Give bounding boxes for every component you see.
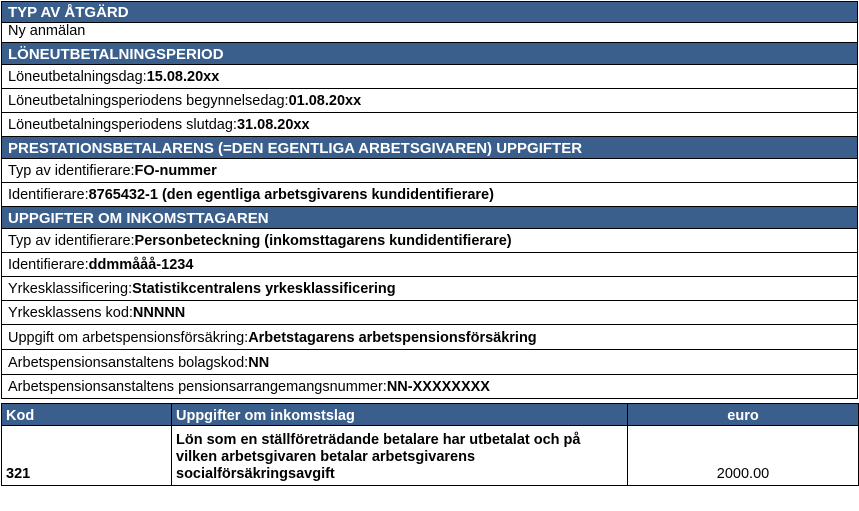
- row-label: Löneutbetalningsperiodens slutdag:: [8, 117, 237, 133]
- section-header-inkomsttagaren: [1, 207, 858, 229]
- row-recipient-id: [1, 253, 858, 277]
- cell-euro: 2000.00: [628, 426, 859, 486]
- row-label: Löneutbetalningsperiodens begynnelsedag:: [8, 93, 289, 109]
- document: [1, 1, 858, 486]
- col-header-kod: Kod: [2, 404, 172, 426]
- row-value: 31.08.20xx: [236, 117, 310, 133]
- row-period-start: [1, 89, 858, 113]
- section-title: LÖNEUTBETALNINGSPERIOD: [8, 46, 224, 63]
- row-period-end: [1, 113, 858, 137]
- row-payer-id: [1, 183, 858, 207]
- section-title: UPPGIFTER OM INKOMSTTAGAREN: [8, 210, 269, 227]
- row-value: ddmmååå-1234: [88, 257, 194, 273]
- row-label: Arbetspensionsanstaltens pensionsarrangemangsnummer:: [8, 379, 387, 395]
- row-label: Typ av identifierare:: [8, 233, 135, 249]
- row-payment-date: [1, 65, 858, 89]
- section-header-prestationsbetalare: [1, 137, 858, 159]
- col-header-euro: euro: [628, 404, 859, 426]
- row-label: Typ av identifierare:: [8, 163, 135, 179]
- row-value: Statistikcentralens yrkesklassificering: [132, 281, 396, 297]
- row-label: Identifierare:: [8, 257, 89, 273]
- cell-description: Lön som en ställföreträdande betalare har utbetalat och på vilken arbetsgivaren betalar arbetsgivarens socialförsäkringsavgift: [172, 426, 628, 486]
- row-action-type: [1, 23, 858, 43]
- row-label: Yrkesklassens kod:: [8, 305, 133, 321]
- col-header-uppgifter: Uppgifter om inkomstslag: [172, 404, 628, 426]
- row-value: 01.08.20xx: [288, 93, 362, 109]
- row-payer-id-type: [1, 159, 858, 183]
- row-value: 15.08.20xx: [146, 69, 220, 85]
- row-label: Ny anmälan: [8, 23, 86, 39]
- section-header-loneutbetalningsperiod: [1, 43, 858, 65]
- row-label: Identifierare:: [8, 187, 89, 203]
- section-title: TYP AV ÅTGÄRD: [8, 4, 129, 21]
- row-occupation-class: [1, 277, 858, 301]
- row-value: Arbetstagarens arbetspensionsförsäkring: [248, 330, 537, 346]
- section-title: PRESTATIONSBETALARENS (=DEN EGENTLIGA ARBETSGIVAREN) UPPGIFTER: [8, 140, 583, 157]
- table-row: [2, 426, 859, 486]
- row-value: NNNNN: [132, 305, 186, 321]
- row-label: Uppgift om arbetspensionsförsäkring:: [8, 330, 249, 346]
- table-header-row: [2, 404, 859, 426]
- row-pension-company-code: [1, 350, 858, 375]
- row-label: Yrkesklassificering:: [8, 281, 133, 297]
- row-value: 8765432-1 (den egentliga arbetsgivarens kundidentifierare): [88, 187, 494, 203]
- section-header-typ-av-atgard: [1, 1, 858, 23]
- row-value: Personbeteckning (inkomsttagarens kundidentifierare): [134, 233, 512, 249]
- row-pension-insurance: [1, 325, 858, 350]
- row-recipient-id-type: [1, 229, 858, 253]
- row-value: NN-XXXXXXXX: [386, 379, 490, 395]
- cell-kod: 321: [2, 426, 172, 486]
- row-label: Arbetspensionsanstaltens bolagskod:: [8, 355, 249, 371]
- row-value: FO-nummer: [134, 163, 217, 179]
- row-occupation-code: [1, 301, 858, 325]
- row-pension-arrangement-number: [1, 375, 858, 399]
- row-value: NN: [248, 355, 270, 371]
- row-label: Löneutbetalningsdag:: [8, 69, 147, 85]
- income-type-table: [1, 403, 859, 486]
